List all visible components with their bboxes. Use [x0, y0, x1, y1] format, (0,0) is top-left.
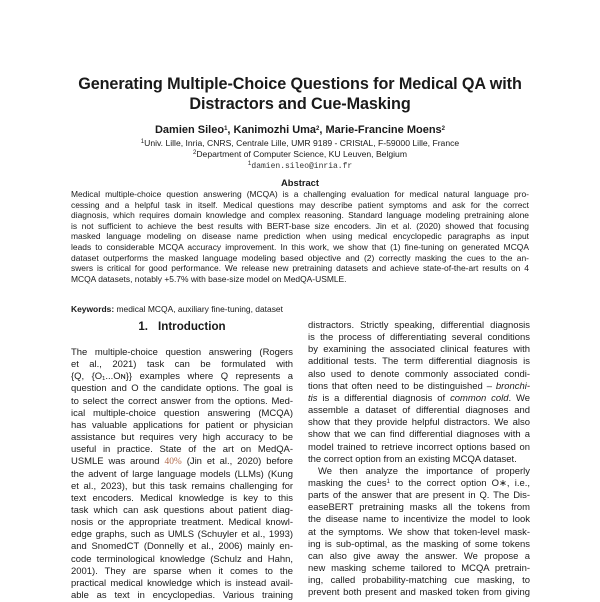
paragraph-line: ing, called probability-matching cue masking, to — [308, 575, 530, 587]
author-affil-marker: 2 — [316, 126, 320, 132]
paragraph-line: easeBERT pretraining masks all the tokens from — [308, 502, 530, 514]
paragraph-line: model trained to retrieve incorrect options based on — [308, 441, 530, 453]
paragraph-line: ing is sub-optimal, as the masking of some tokens — [308, 538, 530, 550]
paragraph-line: has valuable applications for patient or physician — [71, 419, 293, 431]
paragraph-line: show that they provide helpful distractors. We also — [308, 417, 530, 429]
paragraph-line: practical medical knowledge which is instead avail- — [71, 577, 293, 589]
paragraph-line: by examining the associated clinical features with — [308, 344, 530, 356]
title-line-2: Distractors and Cue-Masking — [189, 95, 411, 113]
paragraph-line: to select the correct answer from the options. Med- — [71, 395, 293, 407]
paragraph-line: prevent both present and masked token from giving — [308, 587, 530, 599]
author-separator: , — [227, 124, 234, 136]
paragraph-line: et al., 2021) task can be formulated with — [71, 359, 293, 371]
paragraph-line: assistance but requires very high accuracy to be — [71, 432, 293, 444]
abstract-line: is not sufficient to achieve the best results with BERT-base size encoders. Jin et al. (2020) showed that focusing — [71, 220, 529, 231]
paragraph-line: and SnomedCT (Donnelly et al., 2006) mainly en- — [71, 541, 293, 553]
affiliation-1 — [0, 138, 600, 149]
paragraph-line: code terminological knowledge (Schulz and Hahn, — [71, 553, 293, 565]
abstract-heading: Abstract — [280, 177, 320, 188]
keywords-label: Keywords: — [71, 304, 115, 314]
paragraph-line: show that we can find differential diagnoses with a — [308, 429, 530, 441]
paragraph-line: nosis or the appropriate treatment. Medical knowl- — [71, 517, 293, 529]
paragraph-line: ical multiple-choice question answering (MCQA) — [71, 407, 293, 419]
author-name: Kanimozhi Uma — [233, 124, 317, 136]
author-affil-marker: 1 — [224, 126, 228, 132]
author-list — [0, 124, 600, 137]
paragraph-line: tions that often need to be distinguished – bronchi- — [308, 380, 530, 392]
abstract-line: leads to considerable MCQA accuracy improvement. In this work, we show that (1) fine-tuning on generated MCQA — [71, 242, 529, 252]
paragraph-line: tis is a differential diagnosis of common cold. We — [308, 392, 530, 404]
author-separator: , — [319, 124, 326, 136]
paragraph-line: et al., 2023), but this task remains challenging for — [71, 480, 293, 492]
paragraph-line: text encoders. Medical knowledge is key to this — [71, 492, 293, 504]
abstract-line: dataset outperforms the masked language modeling based objective and (2) correctly masking the cues to the an- — [71, 252, 529, 263]
author-affil-marker: 2 — [441, 126, 445, 132]
abstract-line: MCQA datasets, notably +5.7% with base-size model on MedQA-USMLE. — [71, 273, 347, 284]
affil-marker: 2 — [193, 150, 197, 156]
highlighted-value: 40% — [164, 457, 182, 468]
paragraph-line: assemble a dataset of differential diagnoses and — [308, 405, 530, 417]
abstract-line: diagnosis, which requires domain knowledge and complex reasoning. Standard language modeling pretraining alone — [71, 210, 529, 221]
paragraph-line: at the symptoms. We show that token-level mask- — [308, 526, 530, 538]
paragraph-line: {Q, {O₁...Oɴ}} examples where Q represents a — [71, 371, 293, 383]
paragraph-line: 2001). They are sparse when it comes to the — [71, 565, 293, 577]
footnote-marker[interactable]: 1 — [386, 478, 390, 485]
paragraph-line: useful in practice. State of the art on MedQA- — [71, 444, 293, 456]
paper-title — [0, 74, 600, 114]
paragraph-line: additional tests. The term differential diagnosis is — [308, 356, 530, 368]
abstract-line: masked language modeling on disease name prediction when using medical encyclopedic paragraphs as input — [71, 231, 529, 242]
affiliation-2 — [0, 149, 600, 160]
paragraph-line: is the process of differentiating several conditions — [308, 332, 530, 344]
paragraph-line: edge graphs, such as UMLS (Schuyler et al., 1993) — [71, 529, 293, 541]
affil-marker: 1 — [140, 139, 145, 145]
paragraph-line: also used to denote commonly associated condi- — [308, 368, 530, 380]
email-text[interactable]: damien.sileo@inria.fr — [251, 162, 353, 171]
paragraph-line: the advent of large language models (LLMs) (Kung — [71, 468, 293, 480]
author-name: Marie-Francine Moens — [325, 124, 442, 136]
paragraph-line: parts of the answer that are present in Q. The Dis- — [308, 490, 530, 502]
abstract-line: Medical multiple-choice question answering (MCQA) is a challenging evaluation for medical natural language pro- — [71, 189, 529, 199]
abstract-line: cessing and a helpful task in itself. Medical questions may describe patient symptoms and ask for the correct — [71, 199, 529, 210]
paragraph-line: the disease name to incentivize the model to look — [308, 514, 530, 526]
title-line-1: Generating Multiple-Choice Questions for Medical QA with — [78, 75, 522, 93]
paragraph-line: question and O the candidate options. The goal is — [71, 383, 293, 395]
affil-text: Univ. Lille, Inria, CNRS, Centrale Lille, UMR 9189 - CRIStAL, F-59000 Lille, France — [144, 138, 460, 148]
paragraph-line: We then analyze the importance of properly — [318, 465, 530, 477]
paragraph-line: masking the cues$^1$ to the correct option O∗, i.e., — [308, 477, 530, 489]
paragraph-line: new masking scheme tailored to MCQA pretrain- — [308, 563, 530, 574]
section-heading-introduction — [71, 320, 293, 334]
email-marker: 1 — [247, 160, 252, 167]
paragraph-line: The multiple-choice question answering (Rogers — [71, 347, 293, 358]
contact-email[interactable] — [0, 161, 600, 172]
section-number: 1. — [138, 320, 149, 333]
keywords-text: medical MCQA, auxiliary fine-tuning, dataset — [114, 304, 283, 314]
paragraph-line: USMLE was around 40% (Jin et al., 2020) before — [71, 456, 293, 468]
section-title: Introduction — [158, 320, 226, 333]
abstract-line: swers is critical for good performance. We release new pretraining datasets and achieve state-of-the-art results on 4 — [71, 263, 529, 274]
paragraph-line: can also give away the answer. We propose a — [308, 550, 530, 562]
paragraph-line: the correct option from an existing MCQA dataset. — [308, 453, 517, 465]
keywords — [71, 304, 283, 315]
author-name: Damien Sileo — [154, 124, 225, 136]
paragraph-line: distractors. Strictly speaking, differential diagnosis — [308, 320, 530, 331]
affil-text: Department of Computer Science, KU Leuven, Belgium — [196, 149, 407, 159]
paragraph-line: able as text in encyclopedias. Various training — [71, 590, 293, 601]
paragraph-line: task which can ask questions about patient diag- — [71, 504, 293, 516]
